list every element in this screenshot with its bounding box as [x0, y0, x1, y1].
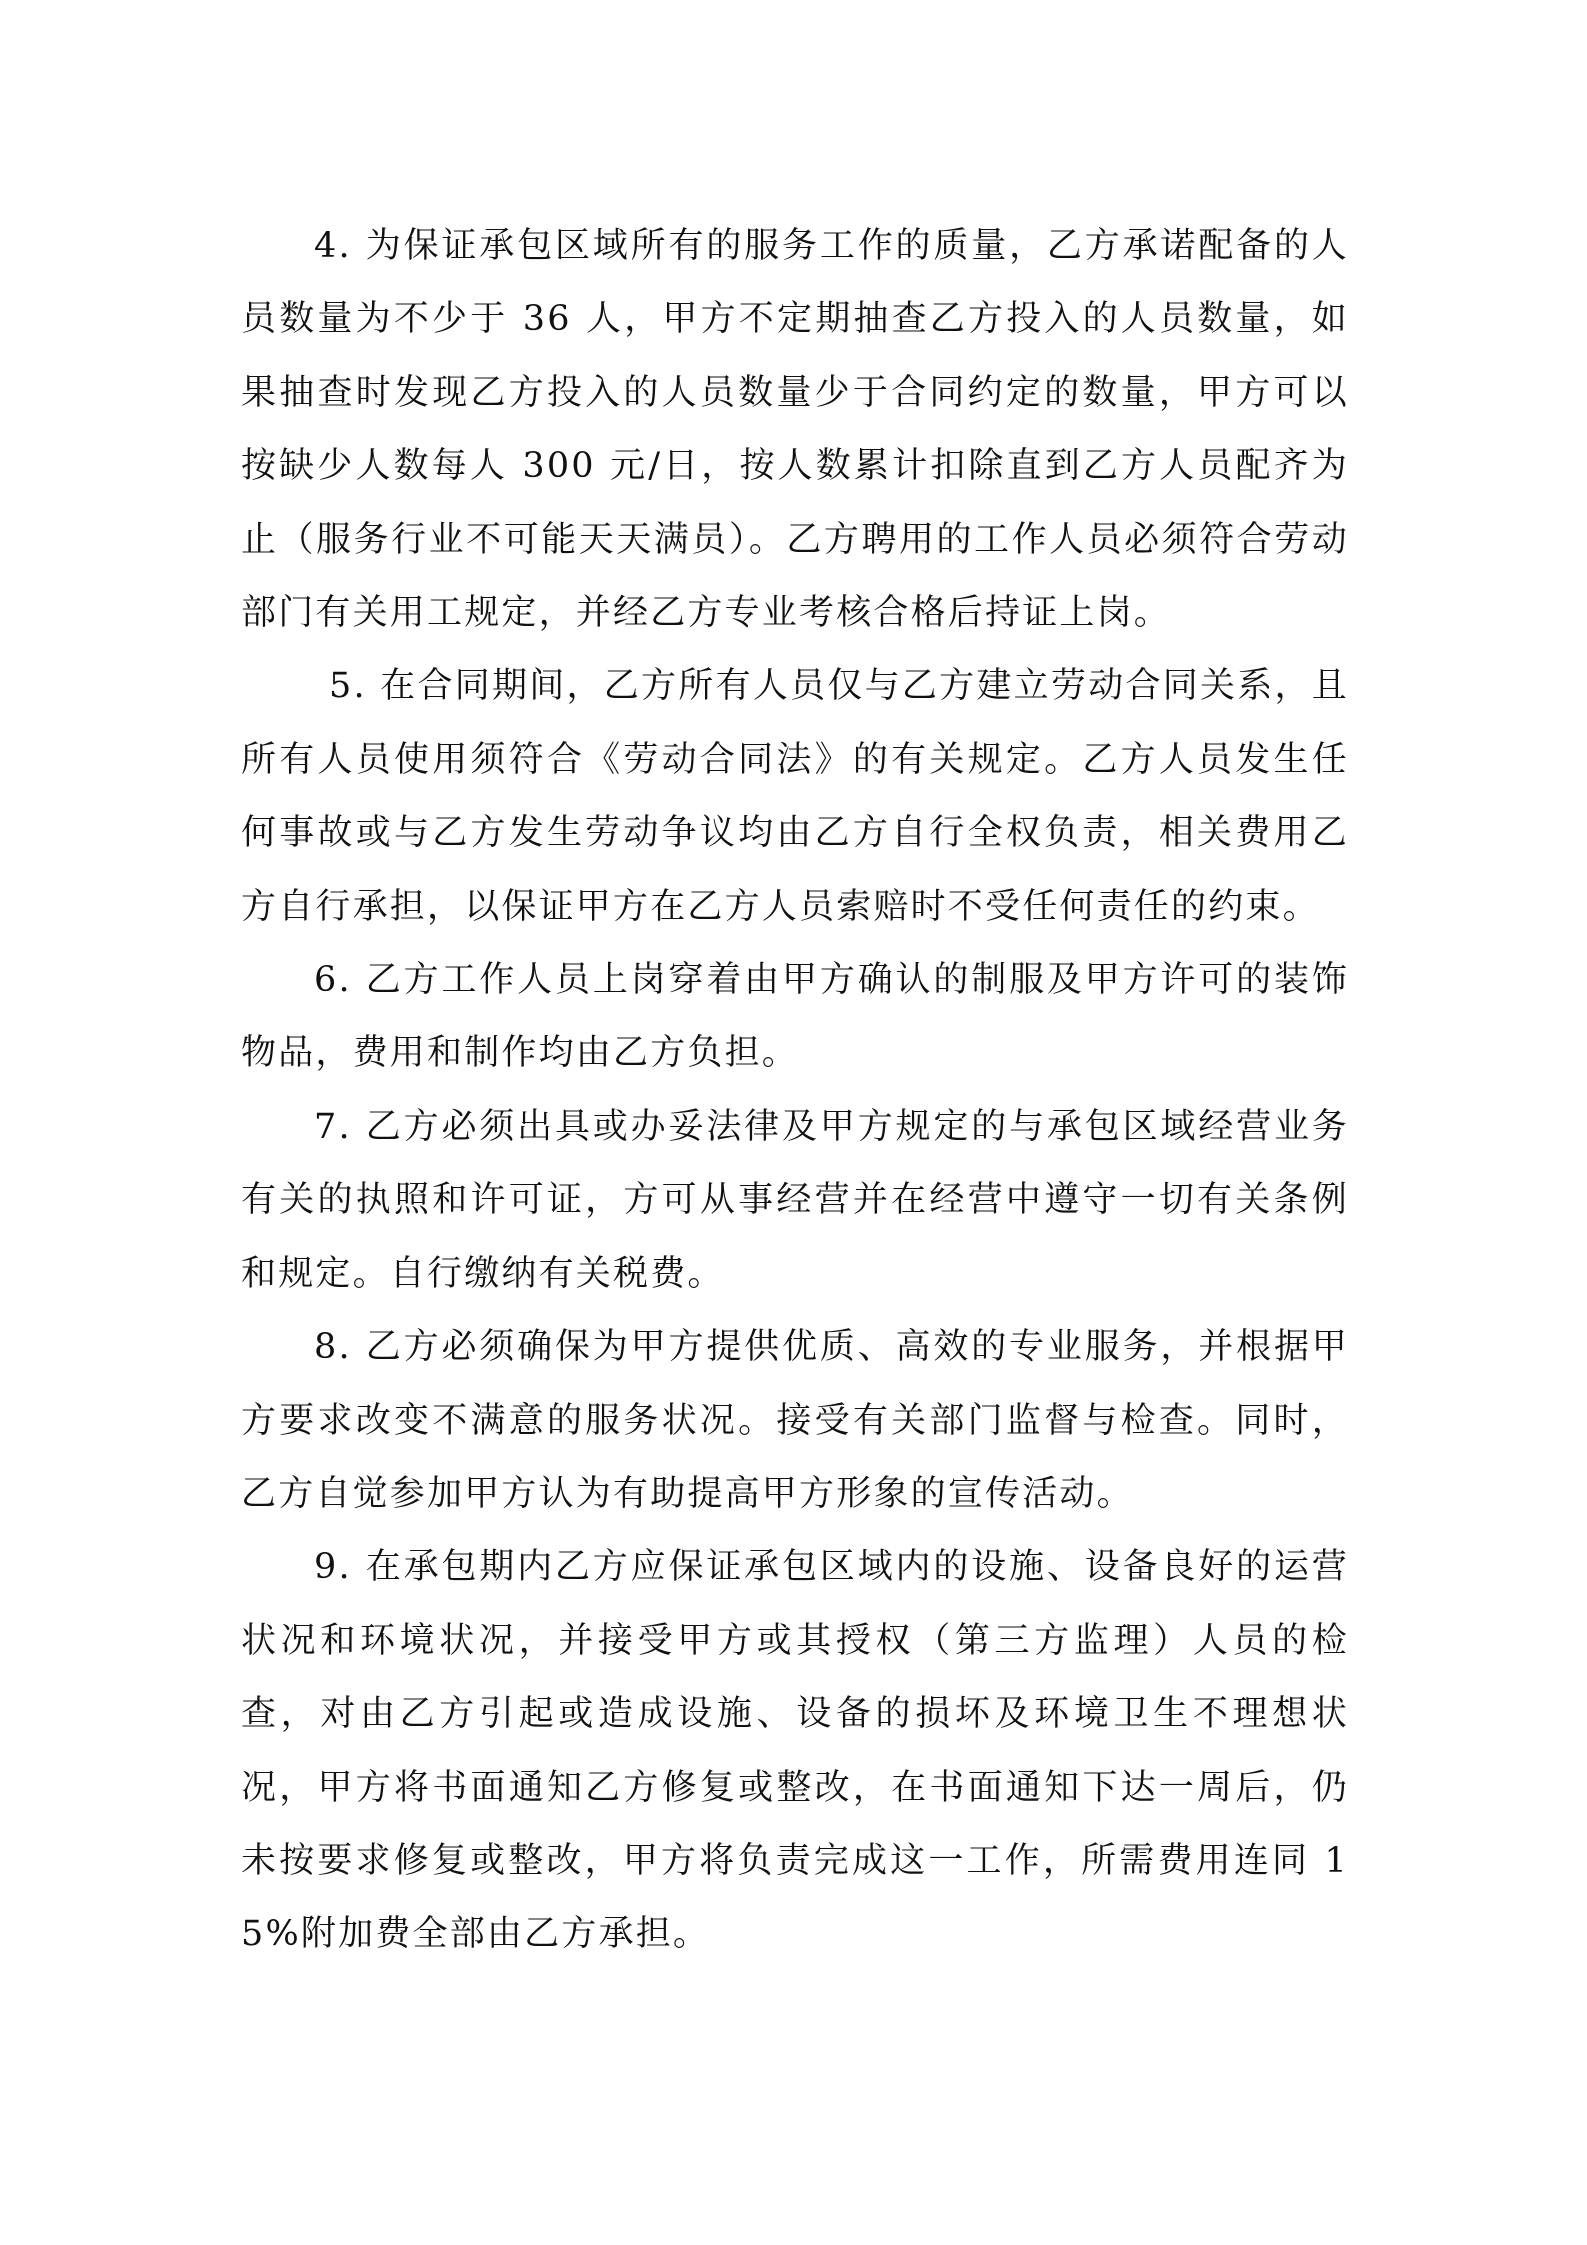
clause-7: 7. 乙方必须出具或办妥法律及甲方规定的与承包区域经营业务有关的执照和许可证，方可从事经营并在经营中遵守一切有关条例和规定。自行缴纳有关税费。: [241, 1106, 1349, 1294]
clause-8: 8. 乙方必须确保为甲方提供优质、高效的专业服务，并根据甲方要求改变不满意的服务状况。接受有关部门监督与检查。同时，乙方自觉参加甲方认为有助提高甲方形象的宣传活动。: [241, 1327, 1349, 1514]
clause-4: 4. 为保证承包区域所有的服务工作的质量，乙方承诺配备的人员数量为不少于 36 人，甲方不定期抽查乙方投入的人员数量，如果抽查时发现乙方投入的人员数量少于合同约定的数量，甲方可以按缺少人数每人 300 元/日，按人数累计扣除直到乙方人员配齐为止（服务行业不可能天天满员）。乙方聘用的工作人员必须符合劳动部门有关用工规定，并经乙方专业考核合格后持证上岗。: [241, 226, 1349, 634]
clause-9: 9. 在承包期内乙方应保证承包区域内的设施、设备良好的运营状况和环境状况，并接受甲方或其授权（第三方监理）人员的检查，对由乙方引起或造成设施、设备的损坏及环境卫生不理想状况，甲方将书面通知乙方修复或整改，在书面通知下达一周后，仍未按要求修复或整改，甲方将负责完成这一工作，所需费用连同 15%附加费全部由乙方承担。: [241, 1547, 1349, 1955]
document-body: [241, 210, 1349, 1972]
clause-5: 5. 在合同期间，乙方所有人员仅与乙方建立劳动合同关系，且所有人员使用须符合《劳动合同法》的有关规定。乙方人员发生任何事故或与乙方发生劳动争议均由乙方自行全权负责，相关费用乙方自行承担，以保证甲方在乙方人员索赔时不受任何责任的约束。: [241, 666, 1349, 927]
clause-6: 6. 乙方工作人员上岗穿着由甲方确认的制服及甲方许可的装饰物品，费用和制作均由乙方负担。: [241, 960, 1349, 1074]
